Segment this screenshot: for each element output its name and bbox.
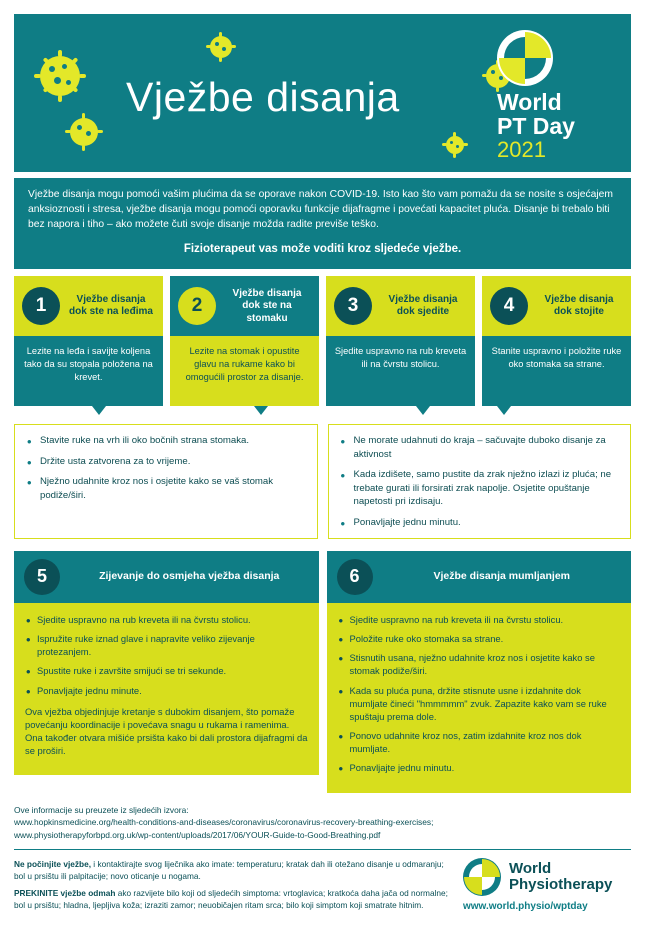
- panels-row: [14, 551, 631, 793]
- step-number-badge: 3: [334, 287, 372, 325]
- world-physiotherapy-mark-icon: [463, 858, 501, 896]
- footer-url[interactable]: www.world.physio/wptday: [463, 901, 588, 913]
- warning-2: [14, 887, 453, 911]
- logo-line-world: World: [497, 89, 562, 115]
- intro-section: [14, 178, 631, 269]
- step-card-3: [326, 276, 475, 406]
- panel-item: • Ponavljajte jednu minutu.: [350, 761, 621, 774]
- panel-item: • Spustite ruke i završite smijući se tri sekunde.: [37, 664, 308, 677]
- tip-item: • Stavite ruke na vrh ili oko bočnih strana stomaka.: [38, 434, 307, 447]
- panel-number-badge: 6: [337, 559, 373, 595]
- arrow-down-icon: [416, 406, 430, 415]
- step-card-2: [170, 276, 319, 406]
- panel-item: • Položite ruke oko stomaka sa strane.: [350, 632, 621, 645]
- step-title: Vježbe disanja dok stojite: [544, 293, 614, 318]
- tip-item: • Ne morate udahnuti do kraja – sačuvajte duboko disanje za aktivnost: [352, 434, 621, 461]
- step-number-badge: 2: [178, 287, 216, 325]
- panel-card-5: [14, 551, 319, 793]
- step-header: [14, 276, 163, 336]
- panel-item: • Sjedite uspravno na rub kreveta ili na čvrstu stolicu.: [37, 613, 308, 626]
- intro-lead: Fizioterapeut vas može voditi kroz sljedeće vježbe.: [183, 242, 462, 255]
- warning-2-text: ako razvijete bilo koji od sljedećih simptoma: vrtoglavica; kratkoća daha jača od normalne; bol u prsištu; hladna, ljepljiva koža; izraziti zamor; neuobičajen ritam srca; bilo koji simptom koji smatrate hitnim.: [14, 888, 448, 911]
- step-header: [482, 276, 631, 336]
- warning-1-bold: Ne počinjite vježbe,: [14, 859, 91, 870]
- step-number-badge: 1: [22, 287, 60, 325]
- warning-2-bold: PREKINITE vježbe odmah: [14, 888, 116, 899]
- step-body: Sjedite uspravno na rub kreveta ili na čvrstu stolicu.: [326, 336, 475, 406]
- panel-item: • Kada su pluća puna, držite stisnute usne i izdahnite dok mumljate čineći "hmmmmm" zvuk. Zapazite kako vam se ruke spuštaju prema dole.: [350, 684, 621, 723]
- panel-header: [14, 551, 319, 603]
- step-title: Vježbe disanja dok ste na stomaku: [232, 287, 302, 324]
- tip-item: • Držite usta zatvorena za to vrijeme.: [38, 455, 307, 468]
- tips-row: [14, 424, 631, 539]
- step-header: [170, 276, 319, 336]
- warning-1: [14, 858, 453, 882]
- intro-paragraph: Vježbe disanja mogu pomoći vašim plućima da se oporave nakon COVID-19. Isto kao što vam pomažu da se nosite s osjećajem anksioznosti i stresa, vježbe disanja mogu pomoći oporavku funkcije dijafragme i povećati kapacitet pluća. Disanje bi trebalo biti bez napora i tiho – ako možete čuti svoje disanje možda radite previše teško.: [28, 189, 613, 230]
- step-body: Lezite na stomak i opustite glavu na rukame kako bi omogućili prostor za disanje.: [170, 336, 319, 406]
- source-link-1[interactable]: www.hopkinsmedicine.org/health-conditions-and-diseases/coronavirus/coronavirus-recovery-breathing-exercises;: [14, 817, 434, 828]
- virus-icon: [70, 118, 98, 146]
- virus-icon: [446, 136, 464, 154]
- connector-arrows: [14, 406, 631, 422]
- step-body: Lezite na leđa i savijte koljena tako da su stopala položena na krevet.: [14, 336, 163, 406]
- footer-logo-line-2: Physiotherapy: [509, 876, 613, 894]
- panel-card-6: [327, 551, 632, 793]
- warning-1-text: i kontaktirajte svog liječnika ako imate: temperaturu; kratak dah ili otežano disanje u odmaranju; bol u prsištu ili palpitacije; novo oticanje u nogama.: [14, 859, 444, 882]
- arrow-down-icon: [92, 406, 106, 415]
- panel-title: Zijevanje do osmjeha vježba disanja: [99, 570, 280, 583]
- panel-item: • Ponavljajte jednu minute.: [37, 684, 308, 697]
- poster-footer: [14, 849, 631, 916]
- tip-item: • Kada izdišete, samo pustite da zrak nježno izlazi iz pluća; ne trebate gurati ili forsirati zrak napolje. Osjetite opuštanje napetosti pri izdisaju.: [352, 468, 621, 508]
- logo-line-ptday: PT Day: [497, 113, 575, 140]
- page-title: Vježbe disanja: [126, 74, 400, 120]
- footer-warnings: [14, 858, 453, 916]
- panel-item: • Sjedite uspravno na rub kreveta ili na čvrstu stolicu.: [350, 613, 621, 626]
- arrow-down-icon: [497, 406, 511, 415]
- panel-item: • Ponovo udahnite kroz nos, zatim izdahnite kroz nos dok mumljate.: [350, 729, 621, 755]
- poster-header: [14, 14, 631, 172]
- tip-item: • Ponavljajte jednu minutu.: [352, 516, 621, 529]
- panel-note: Ova vježba objedinjuje kretanje s dubokim disanjem, što pomaže povećanju koordinacije i povećava snagu u rukama i ramenima. Ona također otvara mišiće prsišta kako bi dali prostora dijafragmi da se proširi.: [25, 705, 308, 757]
- world-pt-day-logo: [497, 30, 617, 162]
- tips-right-box: [328, 424, 632, 539]
- panel-body: [14, 603, 319, 775]
- step-card-4: [482, 276, 631, 406]
- step-number-badge: 4: [490, 287, 528, 325]
- panel-item: • Ispružite ruke iznad glave i napravite veliko zijevanje protezanjem.: [37, 632, 308, 658]
- tips-left-box: [14, 424, 318, 539]
- sources-section: [14, 804, 631, 842]
- logo-year: 2021: [497, 137, 546, 163]
- source-link-2[interactable]: www.physiotherapyforbpd.org.uk/wp-content/uploads/2017/06/YOUR-Guide-to-Good-Breathing.pdf: [14, 829, 381, 840]
- world-pt-day-mark-icon: [497, 30, 553, 86]
- panel-item: • Stisnutih usana, nježno udahnite kroz nos i osjetite kako se stomak podiže/širi.: [350, 651, 621, 677]
- step-title: Vježbe disanja dok sjedite: [388, 293, 458, 318]
- step-header: [326, 276, 475, 336]
- panel-header: [327, 551, 632, 603]
- panel-number-badge: 5: [24, 559, 60, 595]
- panel-title: Vježbe disanja mumljanjem: [433, 570, 571, 583]
- step-title: Vježbe disanja dok ste na leđima: [69, 293, 153, 318]
- tip-item: • Nježno udahnite kroz nos i osjetite kako se vaš stomak podiže/širi.: [38, 475, 307, 502]
- panel-body: [327, 603, 632, 793]
- step-card-1: [14, 276, 163, 406]
- step-body: Stanite uspravno i položite ruke oko stomaka sa strane.: [482, 336, 631, 406]
- world-physiotherapy-logo: [463, 858, 631, 912]
- arrow-down-icon: [254, 406, 268, 415]
- footer-logo-line-1: World: [509, 859, 552, 877]
- virus-icon: [40, 56, 80, 96]
- sources-intro: Ove informacije su preuzete iz sljedećih izvora:: [14, 804, 189, 815]
- virus-icon: [210, 36, 232, 58]
- steps-row: [14, 276, 631, 406]
